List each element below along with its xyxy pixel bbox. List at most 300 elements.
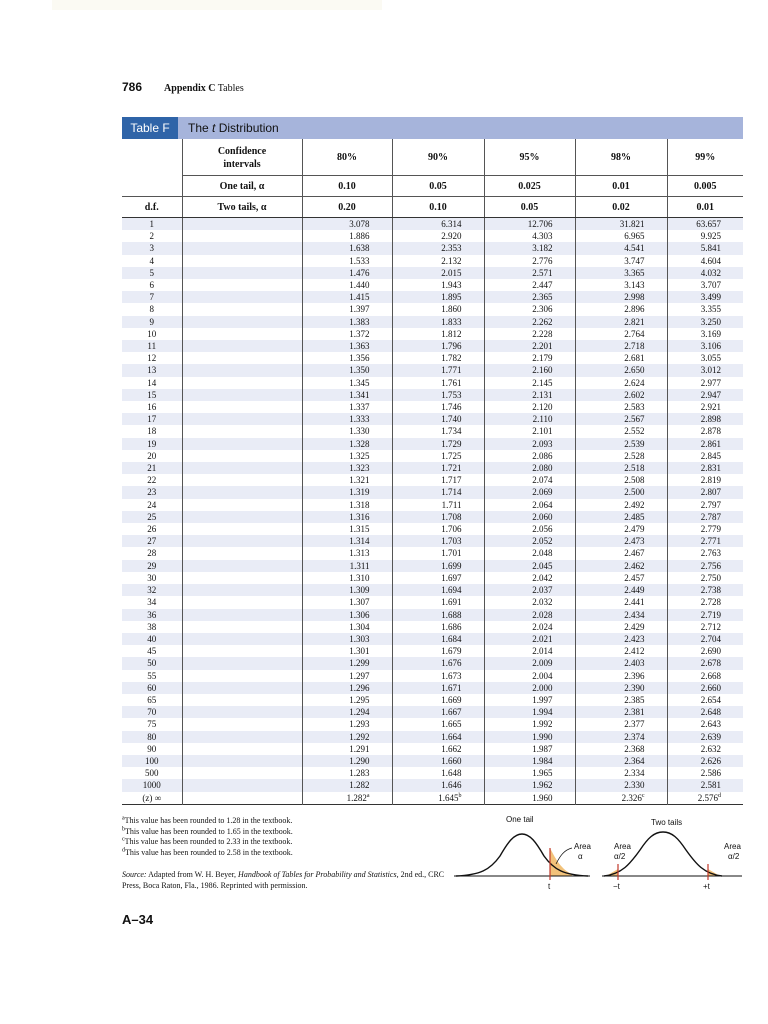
df-cell: 18 (147, 426, 157, 437)
table-row (122, 291, 743, 303)
critical-value-cell (302, 413, 392, 425)
critical-value: 1.990 (532, 731, 553, 742)
df-cell: 500 (145, 768, 159, 779)
critical-value-cell (392, 303, 484, 315)
critical-value-cell (392, 425, 484, 437)
critical-value-cell (392, 401, 484, 413)
critical-value: 1.711 (441, 499, 462, 510)
critical-value: 1.311 (349, 560, 370, 571)
one-tail-alpha: 0.05 (392, 176, 484, 197)
critical-value-cell (392, 511, 484, 523)
critical-value-cell (302, 682, 392, 694)
critical-value: 1.307 (349, 597, 370, 608)
critical-value-cell (575, 694, 667, 706)
critical-value: 2.539 (624, 438, 645, 449)
critical-value: 2.160 (532, 365, 553, 376)
table-header (122, 139, 743, 217)
critical-value-cell (484, 511, 575, 523)
df-cell: 7 (122, 291, 182, 303)
critical-value-cell (302, 511, 392, 523)
critical-value: 1.987 (532, 743, 553, 754)
critical-value-cell (484, 499, 575, 511)
critical-value-cell (575, 242, 667, 254)
critical-value-cell (667, 694, 743, 706)
critical-value: 1.761 (441, 377, 462, 388)
critical-value: 2.042 (532, 572, 553, 583)
critical-value: 2.462 (624, 560, 645, 571)
df-cell: 23 (122, 486, 182, 498)
two-tails-label: Two tails (651, 818, 683, 827)
label-column-cell (182, 682, 302, 694)
critical-value-cell (575, 657, 667, 669)
critical-value-cell (667, 755, 743, 767)
critical-value: 1.667 (441, 707, 462, 718)
critical-value-cell (667, 621, 743, 633)
critical-value: 1.943 (441, 280, 462, 291)
df-cell: 65 (147, 694, 157, 705)
critical-value-cell (667, 657, 743, 669)
label-column-cell (182, 389, 302, 401)
footnote-marker: b (458, 792, 462, 799)
critical-value-cell (392, 584, 484, 596)
one-tail-alpha-label: α (578, 852, 583, 861)
critical-value-cell (484, 682, 575, 694)
critical-value-cell (392, 523, 484, 535)
critical-value: 2.015 (441, 267, 462, 278)
critical-value-cell (575, 255, 667, 267)
critical-value: 1.753 (441, 389, 462, 400)
critical-value: 2.771 (700, 536, 721, 547)
critical-value: 1.345 (349, 377, 370, 388)
critical-value: 2.045 (532, 560, 553, 571)
critical-value-cell (484, 486, 575, 498)
critical-value: 1.646 (441, 780, 462, 791)
table-row (122, 706, 743, 718)
critical-value-cell (302, 670, 392, 682)
critical-value-cell (392, 474, 484, 486)
critical-value: 2.763 (700, 548, 721, 559)
critical-value: 1.292 (349, 731, 370, 742)
critical-value: 1.706 (441, 524, 462, 535)
critical-value: 2.364 (624, 755, 645, 766)
df-cell: 38 (147, 621, 157, 632)
label-column-cell (182, 718, 302, 730)
critical-value: 2.374 (624, 731, 645, 742)
critical-value: 2.021 (532, 633, 553, 644)
critical-value-cell (484, 718, 575, 730)
critical-value: 2.434 (624, 609, 645, 620)
critical-value-cell (575, 572, 667, 584)
critical-value: 2.896 (624, 304, 645, 315)
critical-value-cell (575, 792, 667, 805)
one-tail-t-label: t (548, 882, 551, 891)
one-tail-alpha: 0.025 (484, 176, 575, 197)
appendix-name: Appendix C (164, 83, 216, 94)
one-tail-area-label: Area (574, 842, 591, 851)
critical-value: 2.660 (700, 682, 721, 693)
critical-value: 2.385 (624, 694, 645, 705)
critical-value: 1.325 (349, 450, 370, 461)
critical-value-cell (392, 279, 484, 291)
df-header-spacer (122, 139, 182, 176)
critical-value: 12.706 (527, 219, 553, 229)
label-column-cell (182, 535, 302, 547)
table-row (122, 694, 743, 706)
critical-value-cell (484, 450, 575, 462)
critical-value-cell (575, 486, 667, 498)
critical-value-cell (575, 670, 667, 682)
df-cell: 14 (147, 377, 157, 388)
critical-value-cell (302, 718, 392, 730)
critical-value: 2.004 (532, 670, 553, 681)
critical-value: 2.756 (700, 560, 721, 571)
label-column-cell (182, 584, 302, 596)
critical-value-cell (392, 438, 484, 450)
label-column-cell (182, 377, 302, 389)
critical-value: 2.069 (532, 487, 553, 498)
critical-value-cell (392, 743, 484, 755)
table-row (122, 682, 743, 694)
footnote-marker: c (122, 836, 125, 843)
critical-value-cell (392, 413, 484, 425)
critical-value: 2.000 (532, 682, 553, 693)
critical-value: 1.372 (349, 328, 370, 339)
critical-value-cell (484, 670, 575, 682)
critical-value: 2.093 (532, 438, 553, 449)
critical-value: 2.500 (624, 487, 645, 498)
table-row (122, 718, 743, 730)
table-row (122, 230, 743, 242)
label-column-cell (182, 413, 302, 425)
critical-value-cell (302, 706, 392, 718)
df-cell: 90 (147, 743, 157, 754)
critical-value-cell (392, 718, 484, 730)
critical-value-cell (302, 425, 392, 437)
critical-value-cell (302, 779, 392, 791)
critical-value-cell (667, 584, 743, 596)
critical-value-cell (302, 560, 392, 572)
df-cell: 6 (149, 280, 154, 291)
critical-value-cell (484, 242, 575, 254)
two-tails-alpha: 0.05 (484, 197, 575, 218)
critical-value-cell (392, 670, 484, 682)
critical-value-cell (575, 767, 667, 779)
critical-value-cell (575, 682, 667, 694)
critical-value-cell (667, 401, 743, 413)
table-row (122, 401, 743, 413)
critical-value: 1.664 (441, 731, 462, 742)
tail-diagrams (450, 812, 750, 898)
table-banner (122, 117, 743, 139)
table-title-pre: The (188, 121, 213, 135)
critical-value-cell (392, 242, 484, 254)
critical-value: 2.583 (624, 402, 645, 413)
confidence-level: 95% (484, 139, 575, 176)
df-cell: 34 (147, 597, 157, 608)
critical-value-cell (667, 474, 743, 486)
critical-value: 2.048 (532, 548, 553, 559)
critical-value-cell (484, 523, 575, 535)
critical-value-cell (302, 401, 392, 413)
critical-value: 2.262 (532, 316, 553, 327)
critical-value-cell (392, 633, 484, 645)
critical-value-cell (575, 743, 667, 755)
critical-value: 2.581 (700, 780, 721, 791)
critical-value-cell (484, 621, 575, 633)
critical-value-cell (392, 316, 484, 328)
critical-value-cell (667, 462, 743, 474)
df-cell: 45 (147, 646, 157, 657)
critical-value: 1.314 (349, 536, 370, 547)
critical-value-cell (392, 767, 484, 779)
critical-value: 1.708 (441, 511, 462, 522)
table-row (122, 645, 743, 657)
critical-value-cell (484, 291, 575, 303)
table-row (122, 377, 743, 389)
critical-value-cell (667, 230, 743, 242)
ci-label-1: Confidence (217, 146, 267, 157)
critical-value-cell (302, 377, 392, 389)
critical-value: 1.694 (441, 585, 462, 596)
critical-value-cell (302, 792, 392, 805)
critical-value: 2.473 (624, 536, 645, 547)
df-cell: 12 (147, 353, 157, 364)
t-distribution-table (122, 139, 743, 805)
critical-value: 1.295 (349, 694, 370, 705)
critical-value-cell (575, 340, 667, 352)
critical-value-cell (667, 523, 743, 535)
critical-value-cell (484, 645, 575, 657)
critical-value-cell (575, 645, 667, 657)
critical-value-cell (667, 316, 743, 328)
critical-value-cell (302, 242, 392, 254)
critical-value: 2.861 (700, 438, 721, 449)
critical-value: 2.738 (700, 585, 721, 596)
critical-value: 1.645 (438, 792, 459, 803)
critical-value-cell (302, 547, 392, 559)
critical-value: 2.014 (532, 646, 553, 657)
critical-value: 2.648 (700, 707, 721, 718)
table-row (122, 731, 743, 743)
critical-value-cell (302, 352, 392, 364)
label-column-cell (182, 633, 302, 645)
critical-value-cell (392, 462, 484, 474)
table-row (122, 438, 743, 450)
critical-value-cell (484, 438, 575, 450)
footnote-text: This value has been rounded to 1.65 in the textbook. (125, 826, 293, 836)
critical-value: 2.576 (697, 792, 718, 803)
df-cell: 75 (147, 719, 157, 730)
one-tail-alpha: 0.01 (575, 176, 667, 197)
critical-value: 1.648 (441, 768, 462, 779)
critical-value: 2.567 (624, 414, 645, 425)
critical-value-cell (667, 547, 743, 559)
critical-value-cell (484, 743, 575, 755)
critical-value-cell (667, 377, 743, 389)
critical-value-cell (575, 718, 667, 730)
critical-value: 2.412 (624, 646, 645, 657)
critical-value-cell (575, 511, 667, 523)
critical-value-cell (302, 486, 392, 498)
critical-value: 1.729 (441, 438, 462, 449)
critical-value-cell (392, 682, 484, 694)
critical-value: 1.734 (441, 426, 462, 437)
critical-value-cell (667, 609, 743, 621)
critical-value: 2.368 (624, 743, 645, 754)
critical-value-cell (484, 535, 575, 547)
footnotes (122, 816, 462, 858)
df-cell: 3 (122, 242, 182, 254)
table-row (122, 303, 743, 315)
label-column-cell (182, 230, 302, 242)
critical-value-cell (667, 267, 743, 279)
critical-value-cell (392, 535, 484, 547)
critical-value: 2.602 (624, 389, 645, 400)
critical-value-cell (392, 779, 484, 791)
critical-value-cell (667, 596, 743, 608)
critical-value: 2.947 (700, 389, 721, 400)
critical-value: 2.878 (700, 426, 721, 437)
critical-value: 1.291 (349, 743, 370, 754)
critical-value-cell (392, 364, 484, 376)
critical-value-cell (667, 389, 743, 401)
df-cell: 10 (147, 328, 157, 339)
critical-value: 1.992 (532, 719, 553, 730)
table-row (122, 657, 743, 669)
critical-value-cell (667, 535, 743, 547)
label-column-cell (182, 486, 302, 498)
critical-value-cell (667, 218, 743, 231)
critical-value: 2.626 (700, 755, 721, 766)
df-cell: 21 (122, 462, 182, 474)
critical-value: 1.669 (441, 694, 462, 705)
confidence-level: 98% (575, 139, 667, 176)
critical-value: 1.321 (349, 475, 370, 486)
critical-value: 1.962 (532, 780, 553, 791)
critical-value-cell (575, 706, 667, 718)
label-column-cell (182, 279, 302, 291)
table-row (122, 499, 743, 511)
critical-value: 1.965 (532, 768, 553, 779)
critical-value-cell (392, 792, 484, 805)
critical-value-cell (667, 572, 743, 584)
critical-value: 1.299 (349, 658, 370, 669)
critical-value-cell (392, 230, 484, 242)
label-column-cell (182, 609, 302, 621)
critical-value: 5.841 (700, 243, 721, 254)
critical-value-cell (667, 486, 743, 498)
critical-value: 1.415 (349, 292, 370, 303)
critical-value: 2.306 (532, 304, 553, 315)
critical-value: 2.764 (624, 328, 645, 339)
critical-value-cell (392, 291, 484, 303)
ci-label-2: intervals (223, 159, 261, 170)
critical-value-cell (667, 279, 743, 291)
source-post: 2nd ed., CRC Press, Boca Raton, Fla., 1986. Reprinted with permission. (122, 870, 445, 890)
critical-value: 2.429 (624, 621, 645, 632)
critical-value-cell (667, 743, 743, 755)
critical-value-cell (575, 377, 667, 389)
table-row (122, 389, 743, 401)
critical-value: 2.032 (532, 597, 553, 608)
one-tail-curve (456, 834, 588, 876)
footnote-text: This value has been rounded to 2.33 in the textbook. (124, 837, 293, 846)
critical-value: 2.898 (700, 414, 721, 425)
label-column-cell (182, 731, 302, 743)
critical-value-cell (575, 584, 667, 596)
critical-value: 1.293 (349, 719, 370, 730)
df-cell: 1000 (122, 779, 182, 791)
critical-value-cell (392, 731, 484, 743)
df-cell: 15 (122, 389, 182, 401)
critical-value-cell (575, 621, 667, 633)
critical-value-cell (302, 328, 392, 340)
critical-value: 1.337 (349, 402, 370, 413)
critical-value: 2.678 (700, 658, 721, 669)
confidence-level: 90% (392, 139, 484, 176)
critical-value-cell (667, 560, 743, 572)
page-top-strip (52, 0, 382, 10)
critical-value: 3.078 (349, 219, 370, 229)
critical-value: 3.012 (700, 365, 721, 376)
critical-value-cell (575, 279, 667, 291)
table-row (122, 535, 743, 547)
critical-value-cell (392, 352, 484, 364)
label-column-cell (182, 523, 302, 535)
critical-value-cell (392, 645, 484, 657)
table-row (122, 255, 743, 267)
critical-value: 2.120 (532, 402, 553, 413)
one-tail-label: One tail (506, 815, 534, 824)
two-tails-label: Two tails, α (182, 197, 302, 218)
critical-value: 1.679 (441, 646, 462, 657)
critical-value-cell (392, 450, 484, 462)
label-column-cell (182, 218, 302, 231)
critical-value: 2.831 (700, 463, 721, 474)
footnote-marker: d (718, 792, 721, 799)
critical-value-cell (484, 401, 575, 413)
table-row (122, 670, 743, 682)
one-tail-area-pointer (556, 848, 572, 864)
label-column-cell (182, 743, 302, 755)
critical-value: 1.833 (441, 316, 462, 327)
critical-value-cell (484, 462, 575, 474)
critical-value-cell (667, 511, 743, 523)
table-row (122, 242, 743, 254)
critical-value: 3.355 (700, 304, 721, 315)
df-cell: 17 (122, 413, 182, 425)
critical-value-cell (484, 633, 575, 645)
critical-value-cell (667, 779, 743, 791)
label-column-cell (182, 694, 302, 706)
critical-value: 2.132 (441, 255, 462, 266)
critical-value: 1.703 (441, 536, 462, 547)
critical-value: 2.101 (532, 426, 553, 437)
critical-value: 1.304 (349, 621, 370, 632)
label-column-cell (182, 242, 302, 254)
critical-value: 1.333 (349, 414, 370, 425)
table-row (122, 462, 743, 474)
df-cell: 30 (147, 572, 157, 583)
table-row (122, 743, 743, 755)
critical-value: 2.797 (700, 499, 721, 510)
critical-value-cell (667, 413, 743, 425)
critical-value-cell (484, 328, 575, 340)
footnote-text: This value has been rounded to 1.28 in the textbook. (124, 816, 293, 825)
critical-value-cell (392, 486, 484, 498)
critical-value-cell (484, 706, 575, 718)
label-column-cell (182, 438, 302, 450)
